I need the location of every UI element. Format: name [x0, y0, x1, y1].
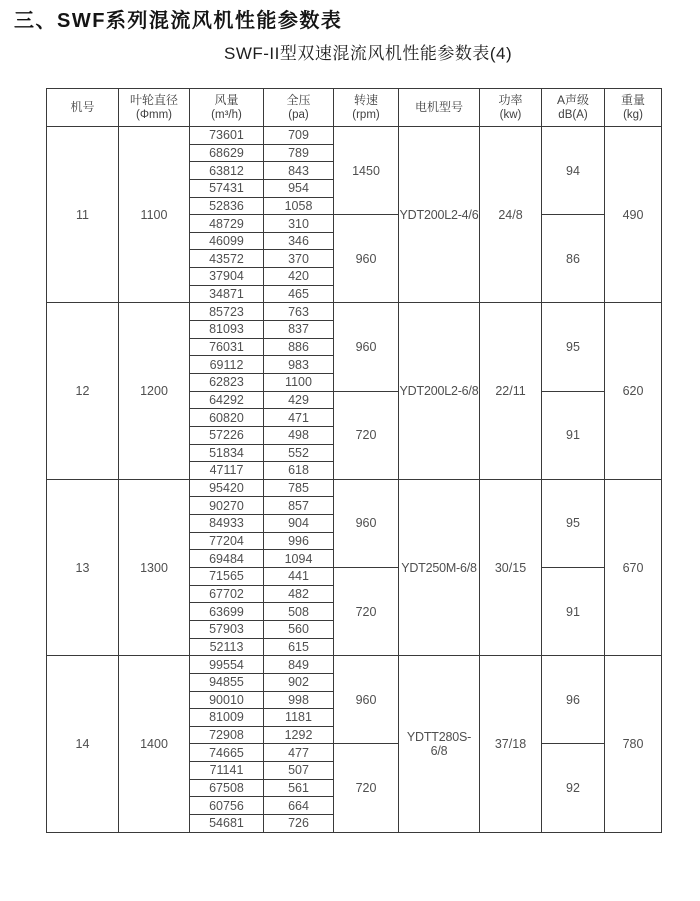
cell-air-volume: 71141 — [190, 762, 264, 780]
header-row — [47, 89, 662, 127]
cell-weight: 670 — [605, 479, 662, 655]
cell-total-pressure: 849 — [264, 656, 334, 674]
cell-total-pressure: 789 — [264, 144, 334, 162]
cell-total-pressure: 664 — [264, 797, 334, 815]
cell-air-volume: 76031 — [190, 338, 264, 356]
cell-air-volume: 95420 — [190, 479, 264, 497]
cell-total-pressure: 482 — [264, 585, 334, 603]
col-header-label: 功率 — [498, 92, 523, 107]
cell-weight: 490 — [605, 127, 662, 303]
cell-air-volume: 90010 — [190, 691, 264, 709]
table-row — [47, 479, 662, 497]
cell-total-pressure: 552 — [264, 444, 334, 462]
cell-total-pressure: 370 — [264, 250, 334, 268]
cell-speed: 1450 — [334, 127, 399, 215]
cell-total-pressure: 346 — [264, 232, 334, 250]
cell-air-volume: 94855 — [190, 673, 264, 691]
col-header-label: 机号 — [70, 100, 95, 115]
cell-total-pressure: 785 — [264, 479, 334, 497]
cell-noise-level: 95 — [542, 479, 605, 567]
cell-motor-model: YDT200L2-6/8 — [399, 303, 480, 479]
cell-noise-level: 94 — [542, 127, 605, 215]
cell-air-volume: 63699 — [190, 603, 264, 621]
cell-air-volume: 63812 — [190, 162, 264, 180]
col-header-unit: (rpm) — [352, 108, 380, 121]
cell-total-pressure: 420 — [264, 268, 334, 286]
cell-total-pressure: 1058 — [264, 197, 334, 215]
cell-total-pressure: 465 — [264, 285, 334, 303]
cell-total-pressure: 1181 — [264, 709, 334, 727]
page-title: 三、SWF系列混流风机性能参数表 — [14, 10, 343, 32]
col-header-total-pressure — [264, 89, 334, 127]
cell-air-volume: 68629 — [190, 144, 264, 162]
cell-power: 37/18 — [480, 656, 542, 832]
cell-air-volume: 69112 — [190, 356, 264, 374]
cell-noise-level: 96 — [542, 656, 605, 744]
cell-power: 22/11 — [480, 303, 542, 479]
cell-air-volume: 60820 — [190, 409, 264, 427]
col-header-unit: (m³/h) — [211, 108, 242, 121]
cell-model-no: 11 — [47, 127, 119, 303]
cell-total-pressure: 998 — [264, 691, 334, 709]
cell-air-volume: 52836 — [190, 197, 264, 215]
cell-speed: 720 — [334, 568, 399, 656]
table-row — [47, 127, 662, 145]
cell-power: 24/8 — [480, 127, 542, 303]
col-header-motor-model — [399, 89, 480, 127]
cell-motor-model: YDT200L2-4/6 — [399, 127, 480, 303]
cell-total-pressure: 996 — [264, 532, 334, 550]
cell-air-volume: 67702 — [190, 585, 264, 603]
cell-total-pressure: 904 — [264, 515, 334, 533]
cell-model-no: 14 — [47, 656, 119, 832]
col-header-label: 重量 — [620, 92, 645, 107]
col-header-label: 风量 — [214, 92, 239, 107]
col-header-unit: (pa) — [288, 108, 309, 121]
cell-air-volume: 81009 — [190, 709, 264, 727]
cell-air-volume: 57431 — [190, 179, 264, 197]
cell-air-volume: 72908 — [190, 726, 264, 744]
cell-weight: 780 — [605, 656, 662, 832]
cell-air-volume: 60756 — [190, 797, 264, 815]
col-header-unit: (kw) — [499, 108, 522, 121]
cell-total-pressure: 726 — [264, 814, 334, 832]
cell-noise-level: 91 — [542, 391, 605, 479]
cell-air-volume: 57226 — [190, 426, 264, 444]
cell-air-volume: 85723 — [190, 303, 264, 321]
col-header-air-volume — [190, 89, 264, 127]
cell-air-volume: 52113 — [190, 638, 264, 656]
cell-air-volume: 43572 — [190, 250, 264, 268]
cell-air-volume: 74665 — [190, 744, 264, 762]
cell-total-pressure: 498 — [264, 426, 334, 444]
cell-total-pressure: 429 — [264, 391, 334, 409]
cell-total-pressure: 886 — [264, 338, 334, 356]
col-header-unit: (Φmm) — [136, 108, 172, 121]
col-header-impeller-diameter — [119, 89, 190, 127]
cell-total-pressure: 507 — [264, 762, 334, 780]
cell-air-volume: 46099 — [190, 232, 264, 250]
cell-model-no: 12 — [47, 303, 119, 479]
cell-total-pressure: 837 — [264, 321, 334, 339]
col-header-label: A声级 — [556, 92, 589, 107]
cell-air-volume: 51834 — [190, 444, 264, 462]
cell-total-pressure: 902 — [264, 673, 334, 691]
cell-impeller-diameter: 1400 — [119, 656, 190, 832]
cell-air-volume: 73601 — [190, 127, 264, 145]
cell-total-pressure: 560 — [264, 620, 334, 638]
table-body — [47, 127, 662, 833]
col-header-power — [480, 89, 542, 127]
cell-air-volume: 47117 — [190, 462, 264, 480]
cell-noise-level: 95 — [542, 303, 605, 391]
cell-total-pressure: 843 — [264, 162, 334, 180]
cell-speed: 960 — [334, 479, 399, 567]
cell-total-pressure: 441 — [264, 568, 334, 586]
table-row — [47, 303, 662, 321]
cell-power: 30/15 — [480, 479, 542, 655]
cell-air-volume: 84933 — [190, 515, 264, 533]
cell-noise-level: 86 — [542, 215, 605, 303]
cell-speed: 960 — [334, 303, 399, 391]
col-header-label: 叶轮直径 — [129, 92, 178, 107]
cell-motor-model: YDT250M-6/8 — [399, 479, 480, 655]
cell-total-pressure: 857 — [264, 497, 334, 515]
cell-noise-level: 91 — [542, 568, 605, 656]
table-row — [47, 656, 662, 674]
col-header-unit: (kg) — [623, 108, 643, 121]
cell-air-volume: 37904 — [190, 268, 264, 286]
cell-air-volume: 77204 — [190, 532, 264, 550]
cell-air-volume: 69484 — [190, 550, 264, 568]
cell-total-pressure: 1094 — [264, 550, 334, 568]
cell-total-pressure: 1292 — [264, 726, 334, 744]
cell-total-pressure: 471 — [264, 409, 334, 427]
cell-motor-model: YDTT280S-6/8 — [399, 656, 480, 832]
cell-air-volume: 54681 — [190, 814, 264, 832]
performance-table — [46, 88, 662, 833]
cell-total-pressure: 310 — [264, 215, 334, 233]
cell-speed: 720 — [334, 744, 399, 832]
cell-air-volume: 99554 — [190, 656, 264, 674]
cell-impeller-diameter: 1200 — [119, 303, 190, 479]
cell-weight: 620 — [605, 303, 662, 479]
cell-speed: 960 — [334, 656, 399, 744]
col-header-speed — [334, 89, 399, 127]
cell-air-volume: 34871 — [190, 285, 264, 303]
col-header-model-no — [47, 89, 119, 127]
cell-speed: 960 — [334, 215, 399, 303]
cell-impeller-diameter: 1300 — [119, 479, 190, 655]
cell-air-volume: 71565 — [190, 568, 264, 586]
cell-air-volume: 57903 — [190, 620, 264, 638]
cell-model-no: 13 — [47, 479, 119, 655]
col-header-noise-level — [542, 89, 605, 127]
col-header-label: 电机型号 — [414, 100, 463, 115]
cell-total-pressure: 618 — [264, 462, 334, 480]
cell-air-volume: 90270 — [190, 497, 264, 515]
cell-total-pressure: 1100 — [264, 373, 334, 391]
cell-impeller-diameter: 1100 — [119, 127, 190, 303]
cell-total-pressure: 983 — [264, 356, 334, 374]
col-header-label: 转速 — [353, 92, 378, 107]
cell-total-pressure: 615 — [264, 638, 334, 656]
cell-total-pressure: 709 — [264, 127, 334, 145]
cell-speed: 720 — [334, 391, 399, 479]
col-header-unit: dB(A) — [558, 108, 588, 121]
col-header-weight — [605, 89, 662, 127]
cell-air-volume: 81093 — [190, 321, 264, 339]
cell-air-volume: 48729 — [190, 215, 264, 233]
cell-total-pressure: 508 — [264, 603, 334, 621]
cell-total-pressure: 561 — [264, 779, 334, 797]
table-subtitle: SWF-II型双速混流风机性能参数表(4) — [224, 44, 513, 63]
cell-total-pressure: 477 — [264, 744, 334, 762]
cell-air-volume: 64292 — [190, 391, 264, 409]
cell-noise-level: 92 — [542, 744, 605, 832]
col-header-label: 全压 — [286, 92, 311, 107]
cell-total-pressure: 954 — [264, 179, 334, 197]
cell-air-volume: 67508 — [190, 779, 264, 797]
table-head — [47, 89, 662, 127]
cell-total-pressure: 763 — [264, 303, 334, 321]
cell-air-volume: 62823 — [190, 373, 264, 391]
